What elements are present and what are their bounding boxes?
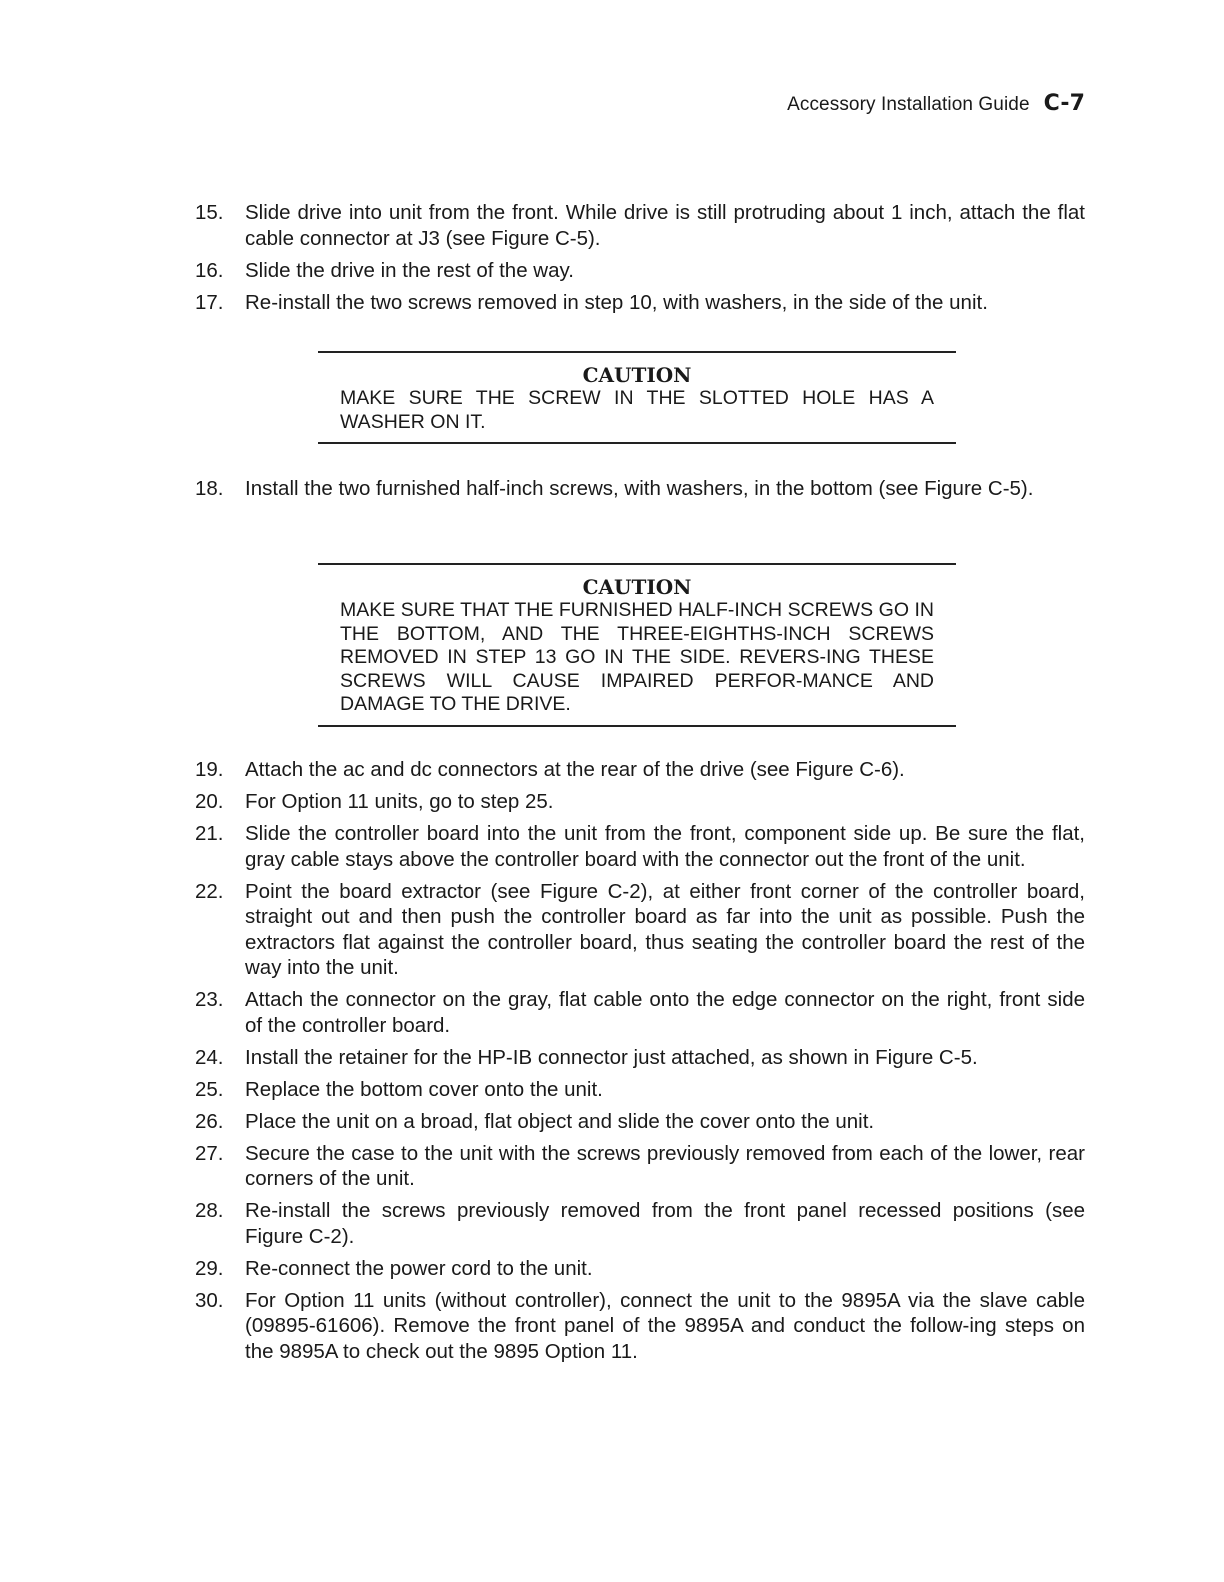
step-text: Slide drive into unit from the front. While drive is still protruding about 1 inch, attach the flat cable connector at J3 (see Figure C-5). [245, 201, 1085, 250]
step-17 [195, 290, 1085, 316]
step-list-c [195, 757, 1085, 1371]
step-number: 22. [195, 879, 224, 903]
step-text: Install the retainer for the HP-IB connector just attached, as shown in Figure C-5. [245, 1045, 978, 1069]
step-text: Attach the connector on the gray, flat cable onto the edge connector on the right, front side of the controller board. [245, 988, 1085, 1037]
step-text: Point the board extractor (see Figure C-2), at either front corner of the controller board, straight out and then push the controller board as far into the unit as possible. Push the extractors flat against the controller board, thus seating the controller board the rest of the way into the unit. [245, 879, 1085, 979]
step-text: Slide the controller board into the unit from the front, component side up. Be sure the flat, gray cable stays above the controller board with the connector out the front of the unit. [245, 822, 1085, 871]
step-number: 20. [195, 790, 224, 813]
header-title: Accessory Installation Guide [787, 94, 1030, 115]
step-number: 25. [195, 1077, 224, 1101]
caution-body: MAKE SURE THAT THE FURNISHED HALF-INCH SCREWS GO IN THE BOTTOM, AND THE THREE-EIGHTHS-INCH SCREWS REMOVED IN STEP 13 GO IN THE SIDE. REVERS-ING THESE SCREWS WILL CAUSE IMPAIRED PERFOR-MANCE AND DAMAGE TO THE DRIVE. [340, 599, 934, 716]
step-text: Slide the drive in the rest of the way. [245, 258, 574, 282]
step-number: 21. [195, 822, 224, 845]
page-number: C-7 [1043, 91, 1085, 116]
step-list-a [195, 200, 1085, 322]
step-16 [195, 258, 1085, 284]
step-number: 26. [195, 1109, 224, 1133]
step-24 [195, 1045, 1085, 1071]
step-list-b [195, 476, 1085, 508]
step-number: 19. [195, 758, 224, 781]
step-number: 27. [195, 1141, 224, 1165]
step-25 [195, 1077, 1085, 1103]
step-number: 15. [195, 201, 224, 224]
step-number: 29. [195, 1256, 224, 1280]
caution-body: MAKE SURE THE SCREW IN THE SLOTTED HOLE HAS A WASHER ON IT. [340, 387, 934, 433]
step-26 [195, 1109, 1085, 1135]
step-15 [195, 200, 1085, 251]
step-number: 17. [195, 290, 224, 314]
caution-title: CAUTION [582, 363, 692, 387]
step-22 [195, 879, 1085, 981]
step-27 [195, 1141, 1085, 1192]
step-number: 28. [195, 1199, 224, 1222]
step-text: Install the two furnished half-inch screws, with washers, in the bottom (see Figure C-5). [245, 477, 1034, 500]
step-text: Attach the ac and dc connectors at the rear of the drive (see Figure C-6). [245, 758, 905, 781]
step-number: 18. [195, 477, 224, 500]
step-number: 23. [195, 988, 224, 1011]
step-text: For Option 11 units (without controller), connect the unit to the 9895A via the slave cable (09895-61606). Remove the front panel of the 9895A and conduct the follow-ing steps on the 9895A to check out the 9895 Option 11. [245, 1288, 1085, 1363]
step-text: Replace the bottom cover onto the unit. [245, 1077, 603, 1101]
step-21 [195, 821, 1085, 872]
step-28 [195, 1198, 1085, 1249]
step-number: 24. [195, 1045, 224, 1069]
step-20 [195, 789, 1085, 815]
step-30 [195, 1288, 1085, 1365]
step-29 [195, 1256, 1085, 1282]
caution-box-1 [318, 351, 956, 444]
step-text: Place the unit on a broad, flat object and slide the cover onto the unit. [245, 1109, 875, 1133]
step-text: Re-install the two screws removed in step 10, with washers, in the side of the unit. [245, 290, 988, 314]
caution-box-2 [318, 563, 956, 727]
step-18 [195, 476, 1085, 502]
step-text: Secure the case to the unit with the screws previously removed from each of the lower, rear corners of the unit. [245, 1141, 1085, 1190]
step-number: 16. [195, 258, 224, 282]
step-text: For Option 11 units, go to step 25. [245, 790, 554, 813]
step-19 [195, 757, 1085, 783]
step-text: Re-connect the power cord to the unit. [245, 1256, 593, 1280]
caution-title: CAUTION [582, 575, 692, 599]
step-23 [195, 987, 1085, 1038]
page-header [787, 91, 1085, 116]
step-text: Re-install the screws previously removed from the front panel recessed positions (see Figure C-2). [245, 1199, 1085, 1248]
step-number: 30. [195, 1288, 224, 1312]
